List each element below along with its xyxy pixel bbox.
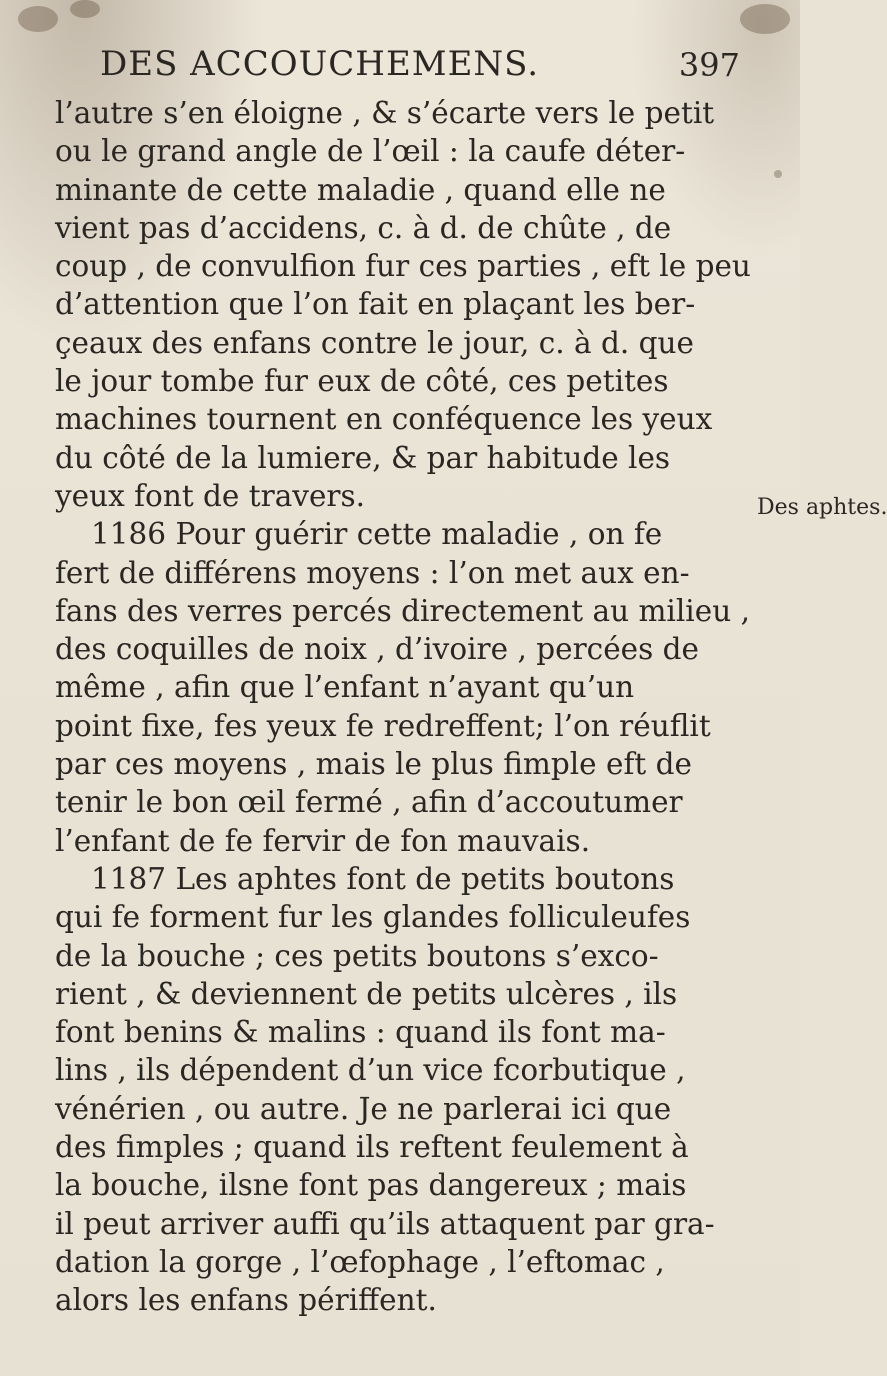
text-line: de la bouche ; ces petits boutons s’exco- <box>55 938 659 973</box>
text-line: des coquilles de noix , d’ivoire , percées de <box>55 632 699 667</box>
stain <box>774 170 782 178</box>
text-line: point fixe, fes yeux fe redreffent; l’on réuflit <box>55 708 711 743</box>
text-line: ou le grand angle de l’œil : la caufe déter- <box>55 134 686 169</box>
text-line: vénérien , ou autre. Je ne parlerai ici que <box>55 1091 672 1126</box>
text-line: vient pas d’accidens, c. à d. de chûte , de <box>55 210 672 245</box>
text-line: d’attention que l’on fait en plaçant les ber- <box>55 287 696 322</box>
text-line: il peut arriver auffi qu’ils attaquent par gra- <box>55 1206 715 1241</box>
text-line: font benins & malins : quand ils font ma- <box>55 1015 666 1050</box>
text-line: l’autre s’en éloigne , & s’écarte vers le petit <box>55 96 715 130</box>
page-number: 397 <box>678 46 740 84</box>
text-line: fans des verres percés directement au milieu , <box>55 593 750 628</box>
text-line: çeaux des enfans contre le jour, c. à d. que <box>55 325 695 360</box>
text-line: coup , de convulfion fur ces parties , eft le peu <box>55 249 751 284</box>
text-line: le jour tombe fur eux de côté, ces petites <box>55 364 669 399</box>
text-line: tenir le bon œil fermé , afin d’accoutumer <box>55 785 683 820</box>
text-line: alors les enfans périffent. <box>55 1283 437 1318</box>
paragraph-1187-start: 1187 Les aphtes font de petits boutons <box>91 861 675 896</box>
text-line: dation la gorge , l’œfophage , l’eftomac , <box>55 1244 665 1279</box>
body-text <box>55 94 751 1320</box>
text-line: qui fe forment fur les glandes folliculeufes <box>55 900 691 935</box>
text-line: par ces moyens , mais le plus fimple eft de <box>55 747 692 782</box>
margin-note: Des aphtes. <box>757 495 887 520</box>
text-line: yeux font de travers. <box>55 478 366 513</box>
text-line: rient , & deviennent de petits ulcères , ils <box>55 976 678 1011</box>
text-line: l’enfant de fe fervir de fon mauvais. <box>55 823 591 858</box>
text-line: minante de cette maladie , quand elle ne <box>55 172 666 207</box>
paragraph-1186-start: 1186 Pour guérir cette maladie , on fe <box>91 517 663 552</box>
text-line: des fimples ; quand ils reftent feulement à <box>55 1130 689 1165</box>
text-line: même , afin que l’enfant n’ayant qu’un <box>55 670 635 705</box>
text-line: fert de différens moyens : l’on met aux en- <box>55 555 690 590</box>
running-title: DES ACCOUCHEMENS. <box>100 44 540 84</box>
text-line: lins , ils dépendent d’un vice fcorbutique , <box>55 1053 686 1088</box>
stain <box>70 0 100 18</box>
text-line: machines tournent en conféquence les yeux <box>55 402 713 437</box>
stain <box>740 4 790 34</box>
text-line: la bouche, ilsne font pas dangereux ; mais <box>55 1168 687 1203</box>
stain <box>18 6 58 32</box>
text-line: du côté de la lumiere, & par habitude les <box>55 440 671 475</box>
page-header <box>100 40 740 94</box>
